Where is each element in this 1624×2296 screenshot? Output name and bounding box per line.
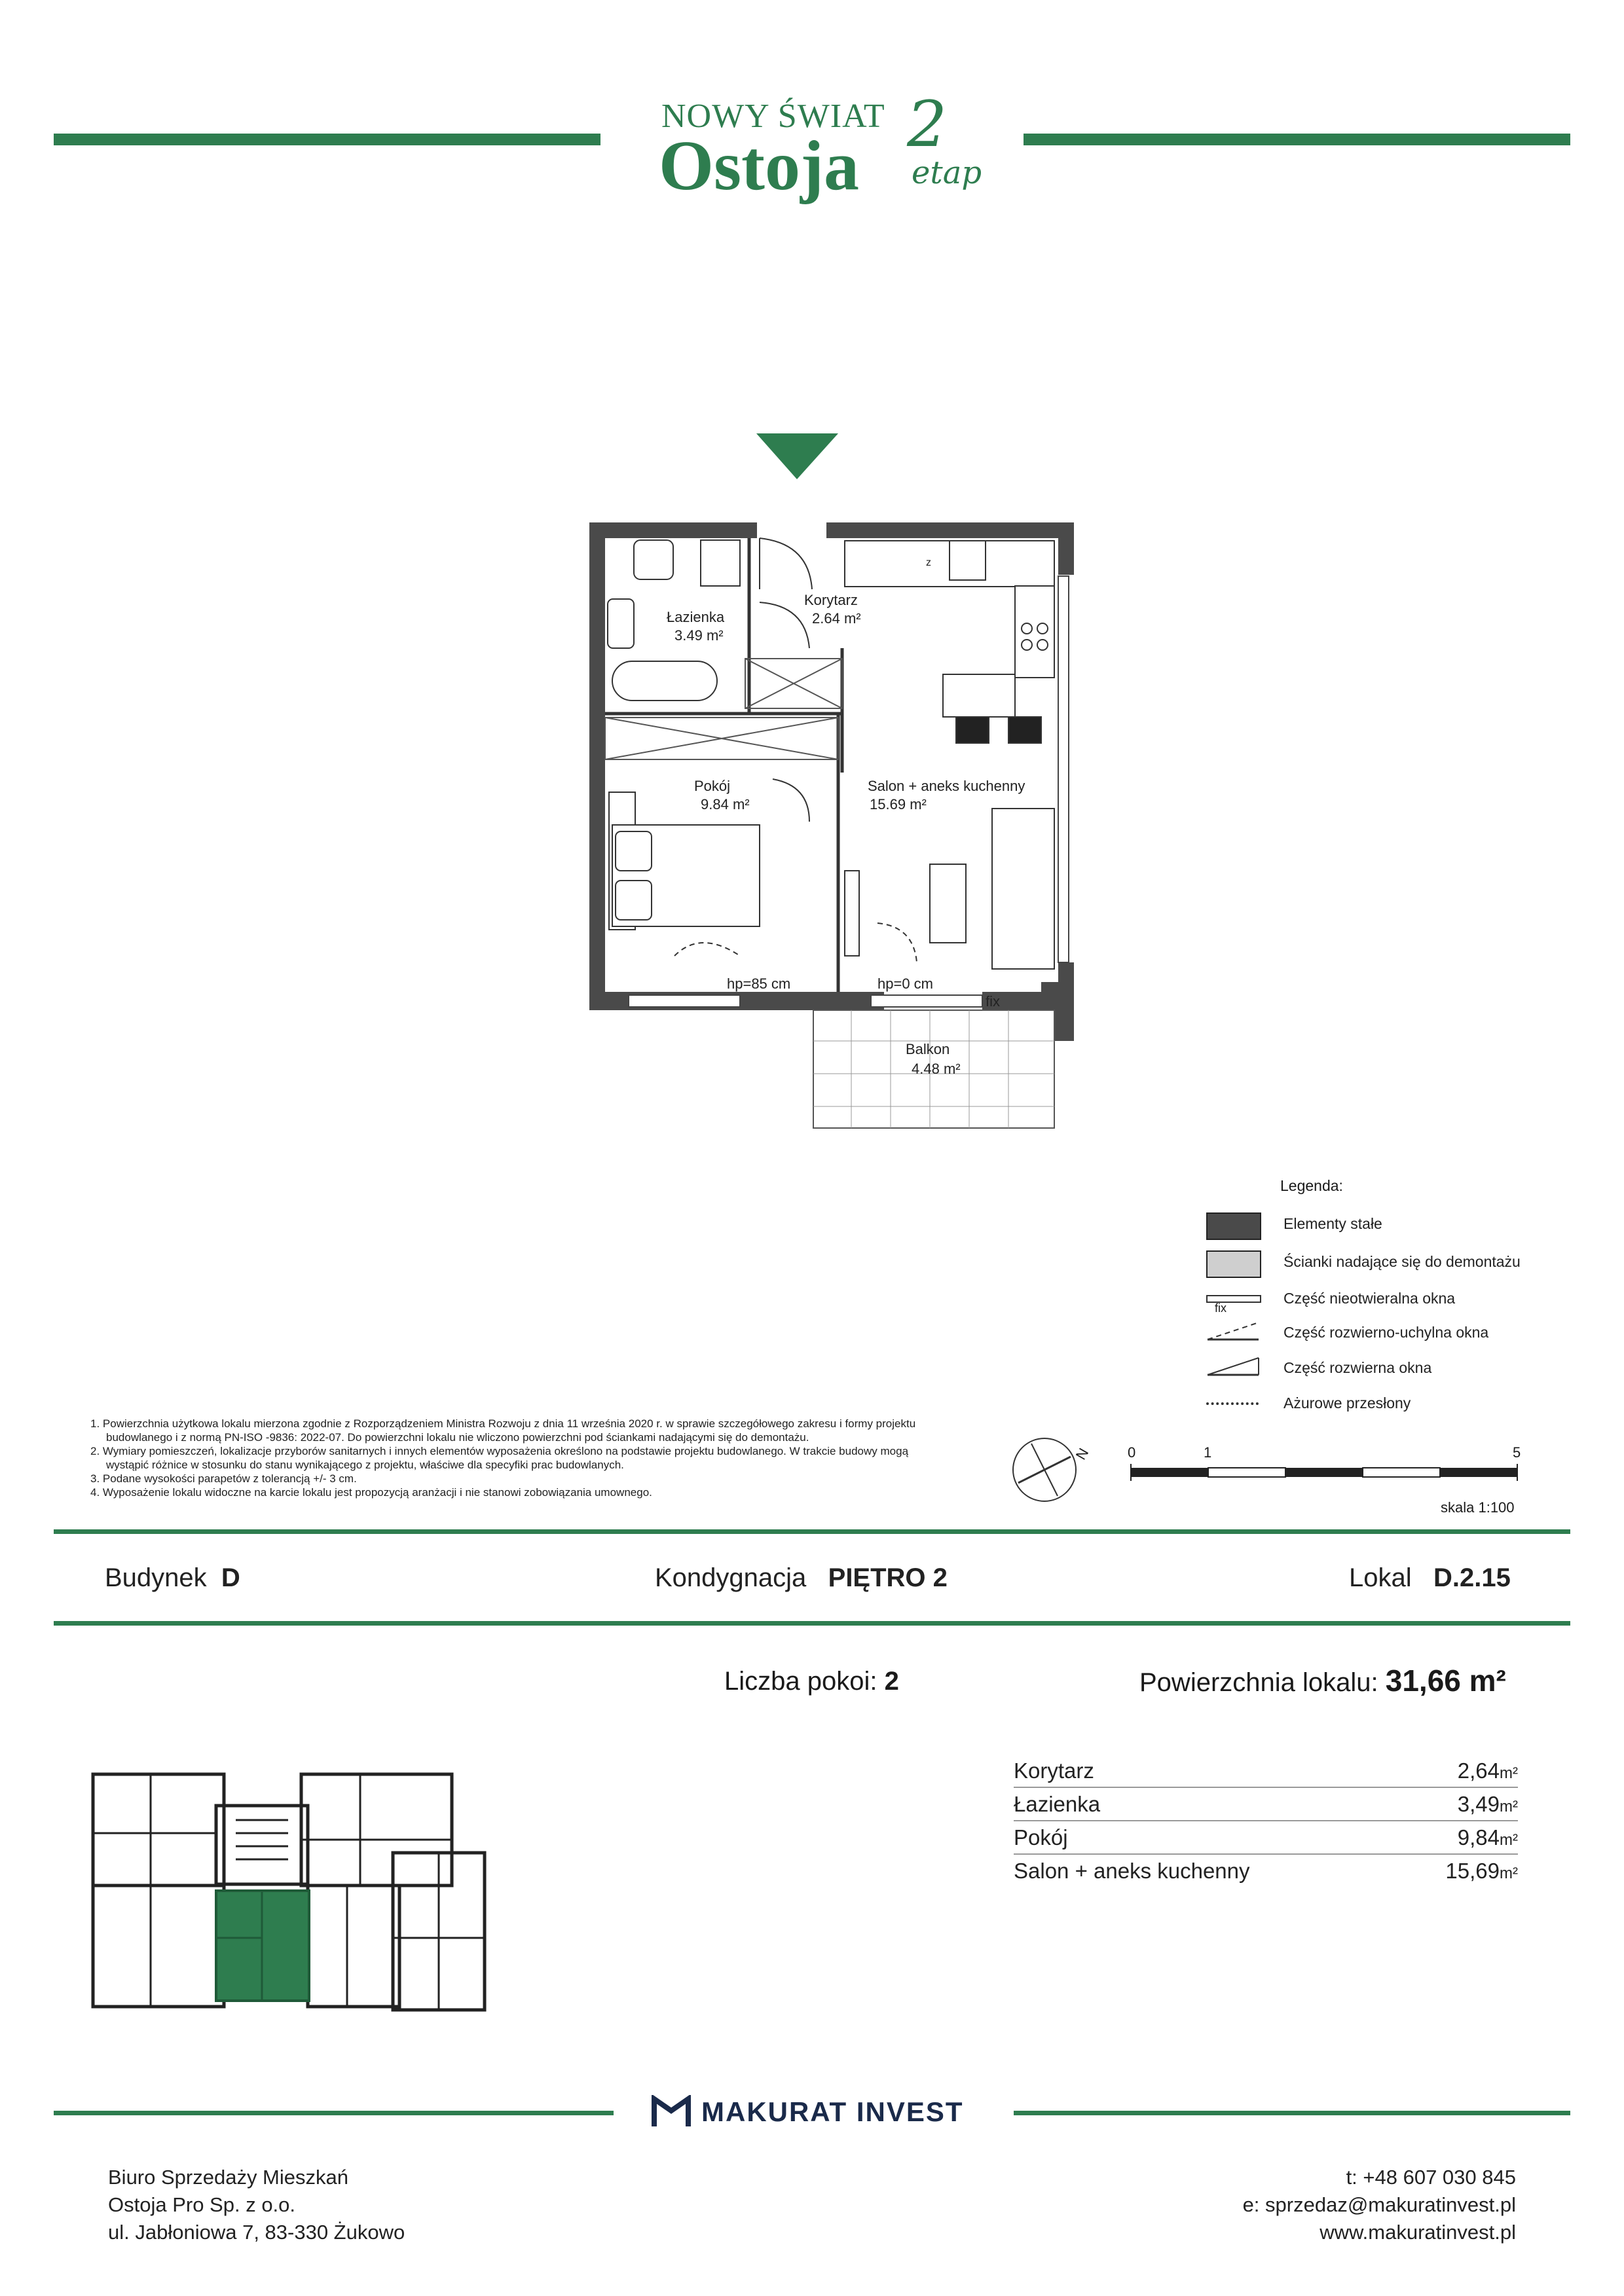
legend-swatch-demountable (1206, 1250, 1261, 1278)
room-table (1014, 1755, 1518, 1887)
table-row (1014, 1855, 1518, 1887)
legend-swatch-fixed (1206, 1212, 1261, 1240)
unit-label: Lokal (1349, 1563, 1412, 1592)
building-label: Budynek (105, 1563, 207, 1592)
legend-item-demountable: Ścianki nadające się do demontażu (1283, 1253, 1521, 1270)
compass (1008, 1434, 1094, 1506)
area-balcony: 4.48 m² (912, 1061, 961, 1077)
note-4: 4. Wyposażenie lokalu widoczne na karcie lokalu jest propozycją aranżacji i nie stanowi zobowiązania umownego. (90, 1486, 652, 1499)
label-bathroom: Łazienka (667, 609, 725, 625)
label-room: Pokój (694, 778, 731, 794)
legend-screen-icon (1206, 1402, 1259, 1405)
floor-label: Kondygnacja (655, 1563, 807, 1592)
header-rule-right (1024, 134, 1570, 145)
brand-name: MAKURAT INVEST (701, 2096, 964, 2127)
footer-rule-left (54, 2111, 614, 2115)
fix-window-label: fix (986, 993, 1000, 1010)
footer-rule-right (1014, 2111, 1570, 2115)
footer-street: ul. Jabłoniowa 7, 83-330 Żukowo (108, 2221, 405, 2244)
logo-line1: NOWY ŚWIAT (661, 98, 885, 135)
room-area: 15,69m² (1445, 1858, 1518, 1883)
legend-fix-symbol: fix (1215, 1302, 1227, 1315)
label-corridor: Korytarz (804, 592, 858, 608)
area-label: Powierzchnia lokalu: (1139, 1668, 1378, 1697)
legend-title: Legenda: (1280, 1177, 1343, 1194)
scale-label: skala 1:100 (1441, 1499, 1515, 1516)
unit-area (1139, 1663, 1506, 1698)
logo-stage-word: etap (912, 155, 982, 191)
brand-logo (652, 2092, 964, 2132)
floor-info (655, 1563, 948, 1593)
footer-office: Biuro Sprzedaży Mieszkań (108, 2166, 348, 2189)
table-row (1014, 1821, 1518, 1855)
legend-item-casement-window: Część rozwierna okna (1283, 1359, 1432, 1376)
room-area: 9,84m² (1457, 1825, 1518, 1850)
info-rule-bottom (54, 1621, 1570, 1626)
legend-item-screens: Ażurowe przesłony (1283, 1394, 1411, 1412)
appliance-z-label: z (926, 557, 931, 568)
legend-item-fixed: Elementy stałe (1283, 1215, 1382, 1232)
floor-value: PIĘTRO 2 (828, 1563, 948, 1592)
room-name: Salon + aneks kuchenny (1014, 1858, 1250, 1883)
area-value: 31,66 m² (1385, 1664, 1506, 1698)
scale-tick-1: 1 (1204, 1444, 1212, 1461)
label-balcony: Balkon (906, 1041, 950, 1057)
scale-bar (1130, 1461, 1522, 1484)
area-corridor: 2.64 m² (812, 610, 861, 627)
note-1: 1. Powierzchnia użytkowa lokalu mierzona zgodnie z Rozporządzeniem Ministra Rozwoju z dnia 11 września 2020 r. w sprawie szczegółowego zakresu i formy projektu budowlanego i z normą PN-ISO -9836: 2022-07. Do powierzchni lokalu nie wliczono powierzchni pod ściankami nadającymi się do demontażu. (90, 1417, 916, 1444)
footer-website[interactable]: www.makuratinvest.pl (1320, 2221, 1516, 2244)
footer-email[interactable]: e: sprzedaz@makuratinvest.pl (1242, 2193, 1516, 2216)
logo-stage-number: 2 (907, 88, 948, 161)
building-info (105, 1563, 240, 1593)
rooms-label: Liczba pokoi: (724, 1667, 877, 1696)
area-bathroom: 3.49 m² (674, 627, 724, 644)
notes (90, 1417, 935, 1499)
building-value: D (221, 1563, 240, 1592)
project-logo (655, 88, 995, 216)
logo-line2: Ostoja (659, 127, 859, 205)
legend-tilt-window-icon (1206, 1320, 1260, 1343)
area-living: 15.69 m² (870, 796, 927, 812)
floor-plan (0, 419, 1624, 1152)
rooms-value: 2 (884, 1667, 899, 1696)
unit-value: D.2.15 (1433, 1563, 1511, 1592)
note-3: 3. Podane wysokości parapetów z tolerancją +/- 3 cm. (90, 1472, 357, 1485)
sill-height-left: hp=85 cm (727, 975, 791, 992)
scale-tick-5: 5 (1513, 1444, 1521, 1461)
header-rule-left (54, 134, 600, 145)
room-name: Korytarz (1014, 1758, 1094, 1783)
compass-north-label: N (1072, 1445, 1092, 1463)
footer-address (108, 2164, 405, 2246)
legend-item-fixed-window: Część nieotwieralna okna (1283, 1290, 1456, 1307)
room-name: Pokój (1014, 1825, 1068, 1850)
footer-contact (1243, 2164, 1516, 2246)
room-area: 3,49m² (1457, 1791, 1518, 1816)
scale-tick-0: 0 (1128, 1444, 1136, 1461)
area-room: 9.84 m² (701, 796, 750, 812)
room-area: 2,64m² (1457, 1758, 1518, 1783)
table-row (1014, 1788, 1518, 1821)
brand-icon (652, 2095, 691, 2129)
table-row (1014, 1755, 1518, 1788)
legend-item-tilt-window: Część rozwierno-uchylna okna (1283, 1324, 1489, 1341)
footer-company: Ostoja Pro Sp. z o.o. (108, 2193, 296, 2216)
sill-height-right: hp=0 cm (877, 975, 933, 992)
key-plan (85, 1768, 504, 2016)
legend-casement-window-icon (1206, 1355, 1260, 1379)
room-name: Łazienka (1014, 1791, 1101, 1816)
orientation-marker (756, 433, 838, 479)
note-2: 2. Wymiary pomieszczeń, lokalizacje przyborów sanitarnych i innych elementów wyposażenia określono na podstawie projektu budowlanego. W trakcie budowy mogą wystąpić różnice w stosunku do stanu wynikającego z projektu, właściwe dla specyfiki prac budowlanych. (90, 1445, 909, 1471)
footer-phone[interactable]: t: +48 607 030 845 (1346, 2166, 1516, 2189)
rooms-count (724, 1667, 899, 1696)
unit-info (1349, 1563, 1511, 1593)
info-rule-top (54, 1529, 1570, 1534)
label-living: Salon + aneks kuchenny (868, 778, 1025, 794)
